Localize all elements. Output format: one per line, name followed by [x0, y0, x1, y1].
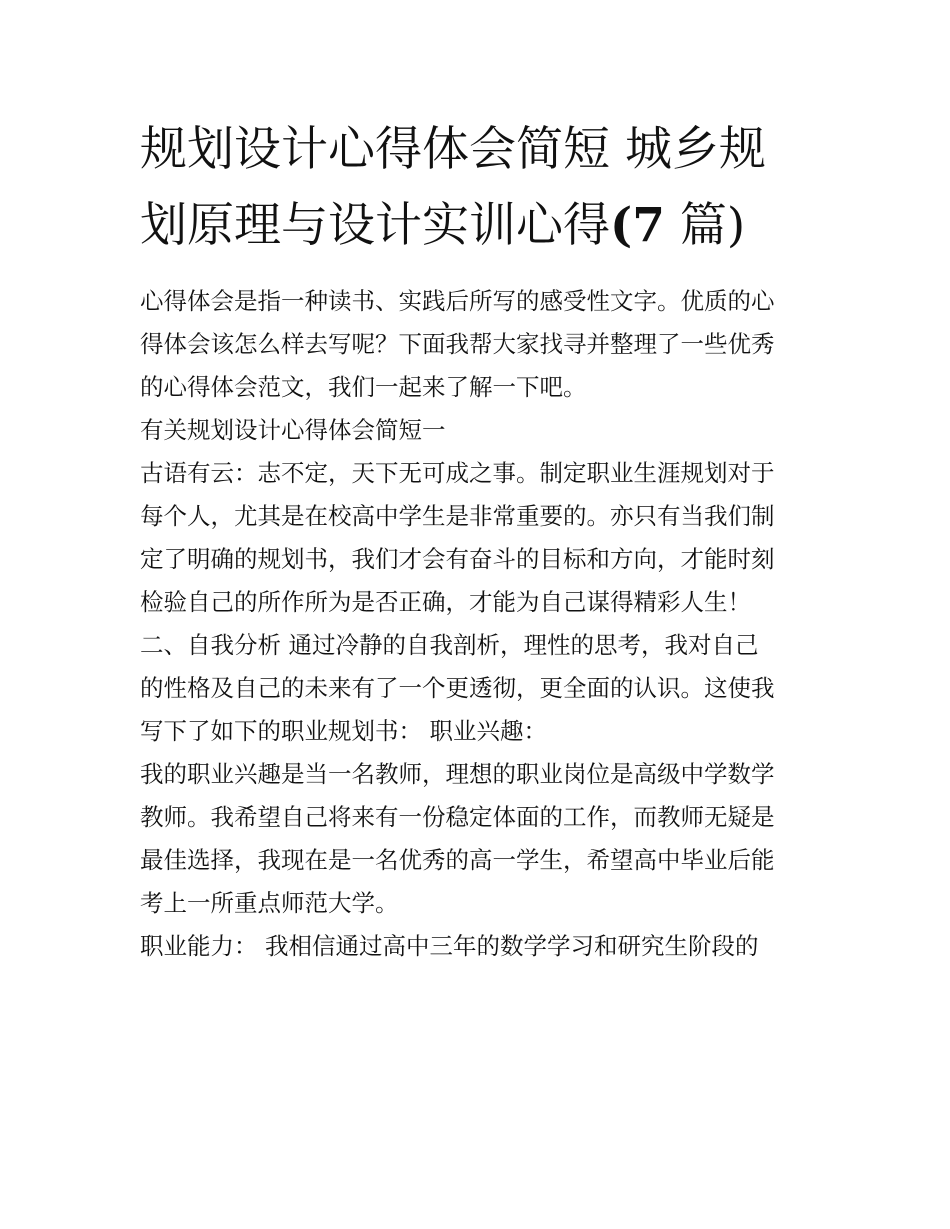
body-line: 职业能力： 我相信通过高中三年的数学学习和研究生阶段的 [140, 932, 759, 960]
title-tail: 篇) [664, 198, 746, 253]
section-heading: 有关规划设计心得体会简短一 [140, 416, 446, 444]
title-count: 7 [632, 198, 665, 253]
body-line: 我的职业兴趣是当一名教师，理想的职业岗位是高级中学数学 [140, 760, 775, 788]
body-line: 心得体会是指一种读书、实践后所写的感受性文字。优质的心 [140, 287, 775, 315]
body-line: 二、自我分析 通过冷静的自我剖析，理性的思考，我对自己 [140, 631, 759, 659]
title-line-1: 规划设计心得体会简短 城乡规 [140, 122, 766, 177]
document-body [140, 280, 820, 968]
body-line: 得体会该怎么样去写呢？下面我帮大家找寻并整理了一些优秀 [140, 330, 775, 358]
body-line: 最佳选择，我现在是一名优秀的高一学生，希望高中毕业后能 [140, 846, 775, 874]
body-line: 写下了如下的职业规划书： 职业兴趣： [140, 717, 547, 745]
body-line: 教师。我希望自己将来有一份稳定体面的工作，而教师无疑是 [140, 803, 775, 831]
body-line: 定了明确的规划书，我们才会有奋斗的目标和方向，才能时刻 [140, 545, 775, 573]
body-line: 古语有云：志不定，天下无可成之事。制定职业生涯规划对于 [140, 459, 775, 487]
body-line: 的性格及自己的未来有了一个更透彻，更全面的认识。这使我 [140, 674, 775, 702]
body-line: 考上一所重点师范大学。 [140, 889, 399, 917]
title-paren-open: ( [610, 198, 633, 253]
body-line: 每个人，尤其是在校高中学生是非常重要的。亦只有当我们制 [140, 502, 775, 530]
body-line: 检验自己的所作所为是否正确，才能为自己谋得精彩人生！ [140, 588, 751, 616]
title-line-2: 划原理与设计实训心得 [140, 198, 610, 253]
body-line: 的心得体会范文，我们一起来了解一下吧。 [140, 373, 587, 401]
document-title [140, 112, 820, 264]
